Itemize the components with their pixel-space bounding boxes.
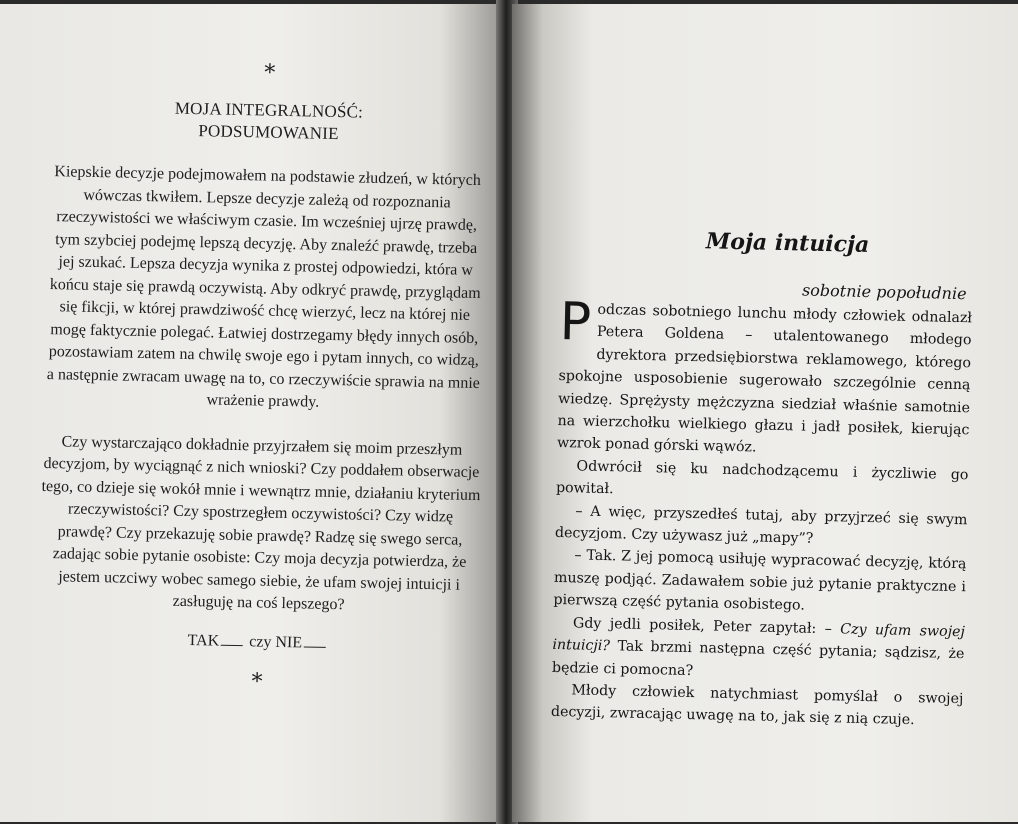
answer-no-label: czy NIE bbox=[249, 632, 303, 651]
bottom-asterisk: * bbox=[251, 668, 263, 695]
opening-text: odczas sobotniego lunchu młody człowiek odnalazł Petera Goldena – utalentowanego młodego dyrektora przedsiębiorstwa reklamowego, którego spokojne usposobienie sugerowało szczególnie cenną wiedzę. Sprężysty mężczyzna siedział właśnie samotnie na wierzchołku wielkiego głazu i jadł posiłek, kierując wzrok ponad górski wąwóz. bbox=[556, 301, 973, 456]
summary-paragraph-1: Kiepskie decyzje podejmowałem na podstawie złudzeń, w których wówczas tkwiłem. Lepsze decyzje zależą od rozpoznania rzeczywistości we właściwym czasie. Im wcześniej ujrzę prawdę, tym szybciej podejmę lepszą decyzję. Aby znaleźć prawdę, trzeba jej szukać. Lepsza decyzja wynika z prostej odpowiedzi, która w końcu staje się prawdą oczywistą. Aby odkryć prawdę, przyglądam się fikcji, w której prawdziwość chcę wierzyć, lecz na której nie mogę faktycznie polegać. Łatwiej dostrzegamy błędy innych osób, pozostawiam zatem na chwilę swoje ego i pytam innych, co widzą, a następnie zwracam uwagę na to, co rzeczywiście sprawia na mnie wrażenie prawdy. bbox=[46, 163, 481, 411]
drop-cap: P bbox=[559, 291, 592, 353]
chapter-subtitle: sobotnie popołudnie bbox=[801, 280, 967, 304]
question-tail: Tak brzmi następna część pytania; sądzisz, że będzie ci pomocna? bbox=[551, 638, 965, 679]
paragraph-greeting: Odwrócił się ku nadchodzącemu i życzliwie go powitał. bbox=[555, 458, 969, 498]
left-page bbox=[0, 4, 500, 822]
chapter-title: Moja intuicja bbox=[705, 228, 870, 258]
question-italic: Czy ufam swojej intuicji? bbox=[552, 621, 966, 655]
paragraph-dialogue-1: – A więc, przyszedłeś tutaj, aby przyjrzeć się swym decyzjom. Czy używasz już „mapy”? bbox=[554, 503, 968, 547]
heading-line-2: PODSUMOWANIE bbox=[198, 121, 339, 144]
answer-yes-blank[interactable] bbox=[221, 644, 243, 645]
summary-paragraph-2: Czy wystarczająco dokładnie przyjrzałem się moim przeszłym decyzjom, by wyciągnąć z nich wnioski? Czy poddałem obserwacje tego, co dzieje się wokół mnie i wewnątrz mnie, działaniu kryterium rzeczywistości? Czy spostrzegłem oczywistości? Czy widzę prawdę? Czy przekazuję sobie prawdę? Radzę się swego serca, zadając sobie pytanie osobiste: Czy moja decyzja potwierdza, że jestem uczciwy wobec samego siebie, że ufam swojej intuicji i zasługuję na coś lepszego? bbox=[41, 432, 481, 614]
answer-no-blank[interactable] bbox=[304, 646, 326, 647]
top-asterisk: * bbox=[263, 60, 276, 86]
heading-line-1: MOJA INTEGRALNOŚĆ: bbox=[174, 98, 364, 122]
section-heading bbox=[48, 95, 489, 148]
paragraph-dialogue-2: – Tak. Z jej pomocą usiłuję wypracować decyzję, którą muszę podjąć. Zadawałem sobie już pytanie praktyczne i pierwszą część pytania osobistego. bbox=[553, 547, 967, 614]
yes-no-answer-line bbox=[38, 628, 478, 655]
question-lead: Gdy jedli posiłek, Peter zapytał: – bbox=[572, 615, 841, 638]
answer-yes-label: TAK bbox=[187, 631, 220, 650]
paragraph-question bbox=[552, 612, 965, 689]
left-page-content bbox=[37, 59, 490, 699]
right-page-content bbox=[551, 225, 974, 733]
paragraph-closing: Młody człowiek natychmiast pomyślał o swojej decyzji, zwracając uwagę na to, jak się z nią czuje. bbox=[550, 682, 964, 729]
